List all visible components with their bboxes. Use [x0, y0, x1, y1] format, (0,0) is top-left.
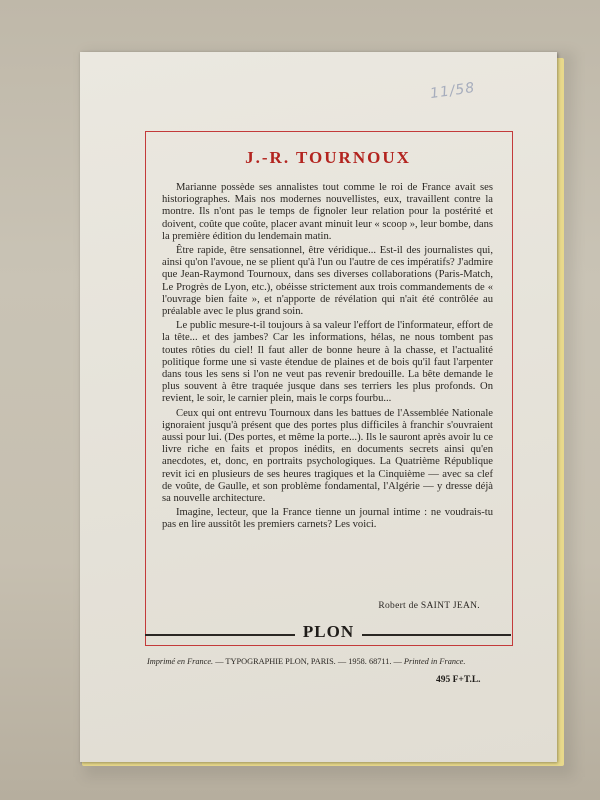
publisher-rule-right	[362, 634, 511, 636]
author-title: J.-R. TOURNOUX	[245, 148, 411, 167]
imprint-printed-in-france: Printed in France.	[403, 657, 466, 666]
publisher-rule-left	[145, 634, 295, 636]
blurb-paragraph: Le public mesure-t-il toujours à sa valeur l'effort de l'informateur, effort de la tête... et des jambes? Car les informations, hélas, ne nous tombent pas toutes rôties du ciel! Il faut aller de bonne heure à la chasse, et l'actualité politique forme une si vaste étendue de plaines et de bois qu'il faut l'arpenter dans tous les sens si l'on ne veut pas revenir bredouille. La bête demande le plus souvent à être traquée jusque dans ses terriers les plus profonds. On revient, le soir, le carnier plein, mais le corps fourbu...	[162, 320, 493, 405]
blurb-paragraph: Marianne possède ses annalistes tout comme le roi de France avait ses historiographes. Mais nos modernes nouvellistes, eux, travaillent contre la montre. Ils n'ont pas le temps de fignoler leur relation pour la postérité et doivent, coûte que coûte, placer avant minuit leur « scoop », leur bombe, dans la première édition du lendemain matin.	[162, 182, 493, 242]
blurb-text	[162, 182, 493, 534]
imprint-made-in-france: Imprimé en France.	[147, 657, 214, 666]
blurb-paragraph: Ceux qui ont entrevu Tournoux dans les battues de l'Assemblée Nationale ignoraient jusqu'à présent que des portes plus difficiles à franchir s'ouvraient aussi pour lui. (Des portes, et même la porte...). Ils le sauront après avoir lu ce livre riche en faits et propos inédits, en documents secrets ainsi qu'en anecdotes, et, donc, en portraits psychologiques. La Quatrième République revit ici en plusieurs de ses heures tragiques et la Cinquième — avec sa clef de voûte, de Gaulle, et son problème fondamental, l'Algérie — y dresse déjà sa nouvelle architecture.	[162, 407, 493, 505]
blurb-paragraph: Être rapide, être sensationnel, être véridique... Est-il des journalistes qui, ainsi qu'on l'avoue, ne se plient qu'à l'un ou l'autre de ces impératifs? J'admire que Jean-Raymond Tournoux, dans ses diverses collaborations (Paris-Match, Le Progrès de Lyon, etc.), obéisse strictement aux trois commandements de « l'ouvrage bien faite », et n'apporte de révélation qui n'ait été contrôlée au préalable avec le plus grand soin.	[162, 245, 493, 318]
handwritten-pencil-note: 11/58	[429, 79, 477, 103]
imprint-printer: — TYPOGRAPHIE PLON, PARIS. — 1958. 68711. —	[213, 657, 404, 666]
printer-imprint-line	[147, 657, 537, 666]
price-code: 495 F+T.L.	[436, 675, 481, 685]
publisher-logo: PLON	[302, 622, 355, 641]
blurb-signature: Robert de SAINT JEAN.	[378, 601, 480, 611]
blurb-paragraph: Imagine, lecteur, que la France tienne un journal intime : ne voudrais-tu pas en lire aussitôt les premiers carnets? Les voici.	[162, 507, 493, 531]
